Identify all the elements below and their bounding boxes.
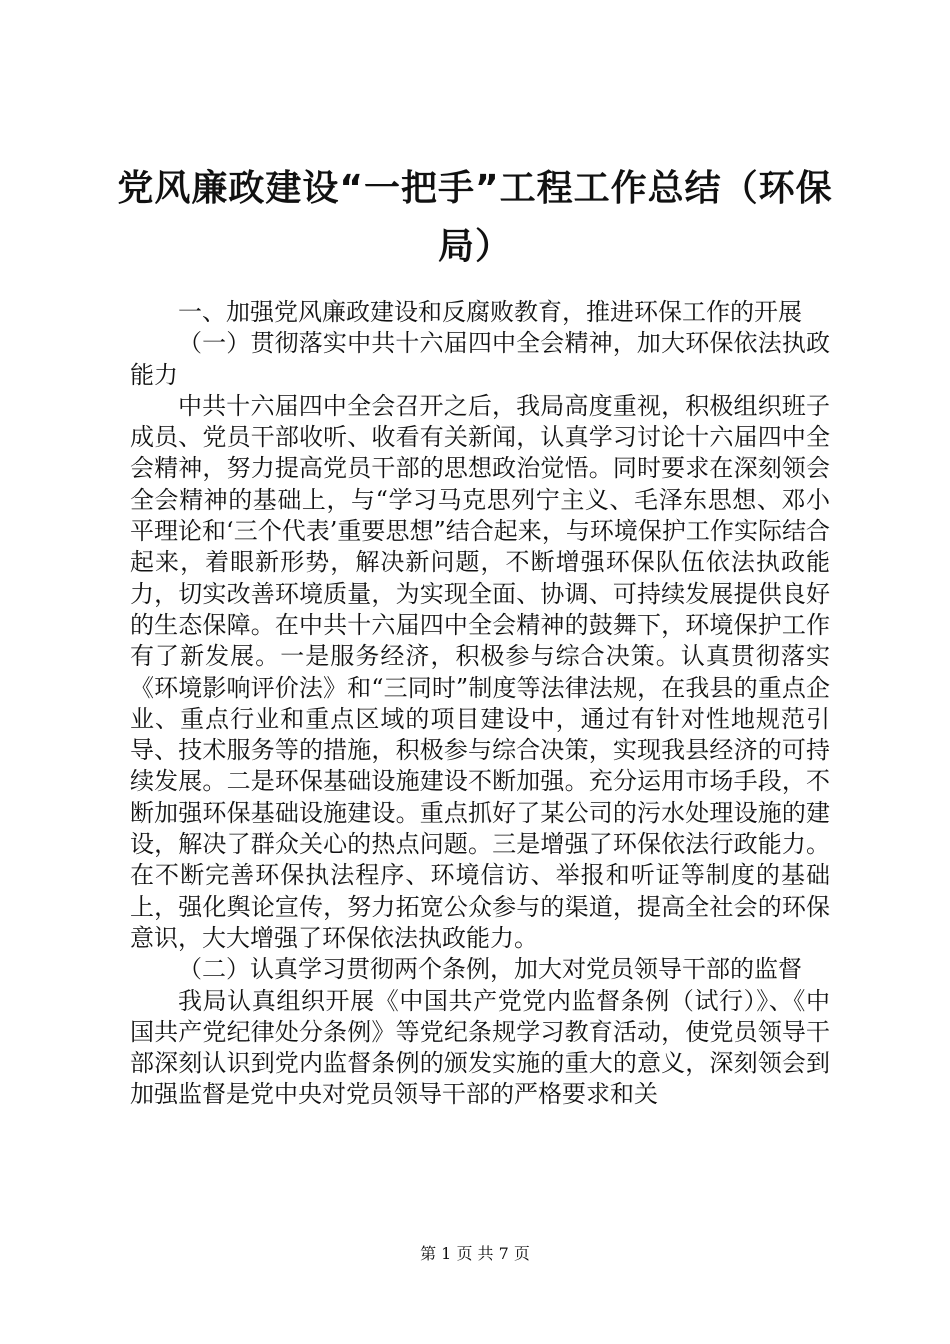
section-heading: 一、加强党风廉政建设和反腐败教育，推进环保工作的开展 xyxy=(178,298,802,326)
body-paragraph: 我局认真组织开展《中国共产党党内监督条例（试行）》、《中国共产党纪律处分条例》等党纪条规学习教育活动，使党员领导干部深刻认识到党内监督条例的颁发实施的重大的意义，深刻领会到加强监督是党中央对党员领导干部的严格要求和关 xyxy=(130,986,830,1109)
body-paragraph: 中共十六届四中全会召开之后，我局高度重视，积极组织班子成员、党员干部收听、收看有关新闻，认真学习讨论十六届四中全会精神，努力提高党员干部的思想政治觉悟。同时要求在深刻领会全会精神的基础上，与“学习马克思列宁主义、毛泽东思想、邓小平理论和‘三个代表’重要思想”结合起来，与环境保护工作实际结合起来，着眼新形势，解决新问题，不断增强环保队伍依法执政能力，切实改善环境质量，为实现全面、协调、可持续发展提供良好的生态保障。在中共十六届四中全会精神的鼓舞下，环境保护工作有了新发展。一是服务经济，积极参与综合决策。认真贯彻落实《环境影响评价法》和“三同时”制度等法律法规，在我县的重点企业、重点行业和重点区域的项目建设中，通过有针对性地规范引导、技术服务等的措施，积极参与综合决策，实现我县经济的可持续发展。二是环保基础设施建设不断加强。充分运用市场手段，不断加强环保基础设施建设。重点抓好了某公司的污水处理设施的建设，解决了群众关心的热点问题。三是增强了环保依法行政能力。在不断完善环保执法程序、环境信访、举报和听证等制度的基础上，强化舆论宣传，努力拓宽公众参与的渠道，提高全社会的环保意识，大大增强了环保依法执政能力。 xyxy=(130,391,830,952)
page-number-footer: 第 1 页 共 7 页 xyxy=(420,1244,530,1263)
document-body xyxy=(130,297,830,1111)
subsection-heading: （二）认真学习贯彻两个条例，加大对党员领导干部的监督 xyxy=(178,955,802,984)
subsection-heading: （一）贯彻落实中共十六届四中全会精神，加大环保依法执政能力 xyxy=(130,329,830,389)
document-title: 党风廉政建设“一把手”工程工作总结（环保局） xyxy=(117,168,833,267)
